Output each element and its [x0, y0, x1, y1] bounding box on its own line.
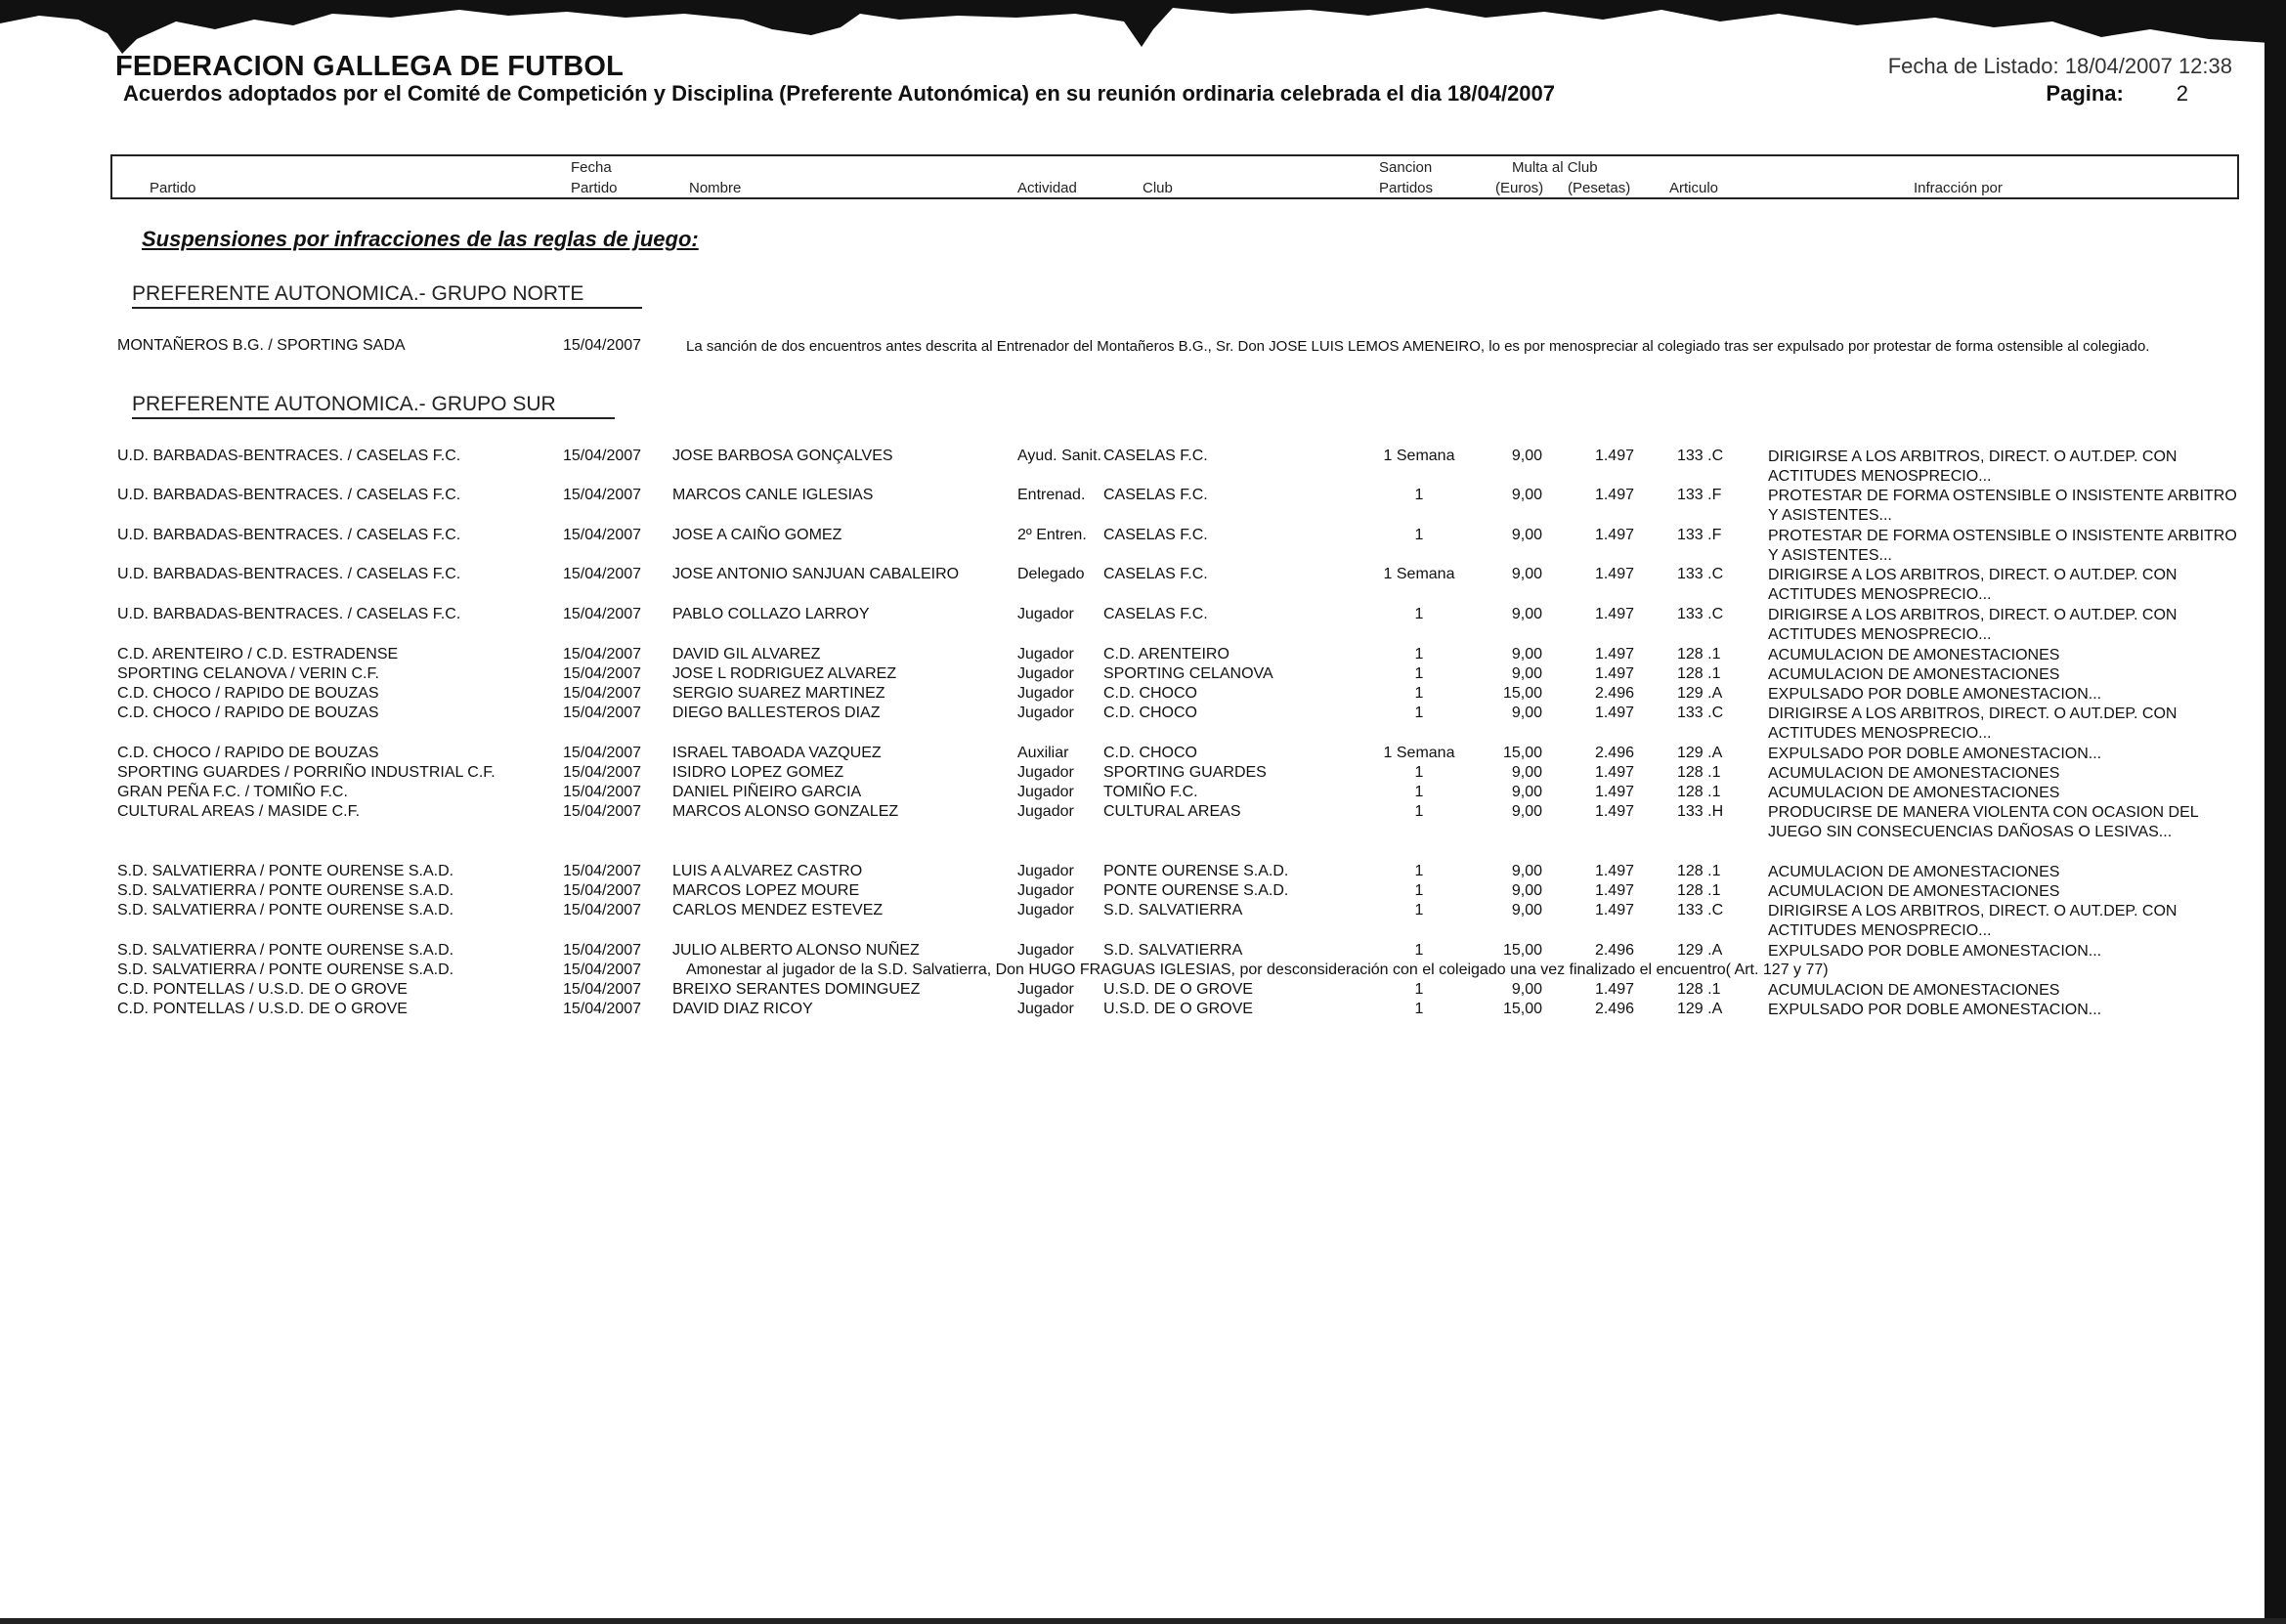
- fecha-cell: 15/04/2007: [563, 942, 642, 959]
- infraccion-cell: ACUMULACION DE AMONESTACIONES: [1768, 982, 2060, 999]
- table-row: [0, 527, 2286, 566]
- partido-cell: SPORTING GUARDES / PORRIÑO INDUSTRIAL C.F.: [117, 764, 496, 781]
- club-cell: CASELAS F.C.: [1103, 527, 1208, 543]
- nombre-cell: JOSE L RODRIGUEZ ALVAREZ: [672, 665, 897, 682]
- partido-cell: GRAN PEÑA F.C. / TOMIÑO F.C.: [117, 784, 348, 800]
- articulo-cell: 133 .C: [1677, 606, 1724, 622]
- partido-cell: S.D. SALVATIERRA / PONTE OURENSE S.A.D.: [117, 902, 454, 919]
- fecha-cell: 15/04/2007: [563, 803, 642, 820]
- club-cell: S.D. SALVATIERRA: [1103, 902, 1243, 919]
- nombre-cell: MARCOS ALONSO GONZALEZ: [672, 803, 899, 820]
- actividad-cell: Ayud. Sanit.: [1017, 448, 1101, 464]
- multa-euros-cell: 9,00: [1511, 566, 1542, 582]
- multa-euros-cell: 9,00: [1511, 646, 1542, 662]
- col-partido: Partido: [150, 180, 196, 196]
- fecha-cell: 15/04/2007: [563, 863, 642, 879]
- articulo-cell: 128 .1: [1677, 646, 1721, 662]
- norte-note-text: La sanción de dos encuentros antes descrita al Entrenador del Montañeros B.G., Sr. Don JOSE LUIS LEMOS AMENEIRO, lo es por menospreciar al colegiado tras ser expulsado por protestar de forma ostensible al colegiado.: [686, 338, 2150, 355]
- multa-euros-cell: 9,00: [1511, 803, 1542, 820]
- page-number: 2: [2176, 81, 2188, 106]
- actividad-cell: Auxiliar: [1017, 745, 1069, 761]
- multa-euros-cell: 9,00: [1511, 665, 1542, 682]
- partido-cell: C.D. PONTELLAS / U.S.D. DE O GROVE: [117, 981, 408, 998]
- infraccion-cell: PROTESTAR DE FORMA OSTENSIBLE O INSISTENTE ARBITRO Y ASISTENTES...: [1768, 488, 2237, 524]
- club-cell: SPORTING GUARDES: [1103, 764, 1267, 781]
- actividad-cell: Jugador: [1017, 803, 1074, 820]
- club-cell: PONTE OURENSE S.A.D.: [1103, 863, 1289, 879]
- articulo-cell: 133 .H: [1677, 803, 1724, 820]
- multa-euros-cell: 9,00: [1511, 448, 1542, 464]
- sancion-cell: 1: [1414, 803, 1424, 820]
- articulo-cell: 128 .1: [1677, 882, 1721, 899]
- page-label: Pagina:: [2046, 81, 2124, 106]
- sancion-cell: 1: [1414, 784, 1424, 800]
- sancion-cell: 1: [1414, 863, 1424, 879]
- nombre-cell: DANIEL PIÑEIRO GARCIA: [672, 784, 862, 800]
- infraccion-cell: EXPULSADO POR DOBLE AMONESTACION...: [1768, 746, 2102, 762]
- infraccion-cell: ACUMULACION DE AMONESTACIONES: [1768, 765, 2060, 782]
- club-cell: C.D. CHOCO: [1103, 745, 1197, 761]
- articulo-cell: 129 .A: [1677, 745, 1723, 761]
- infraccion-cell: ACUMULACION DE AMONESTACIONES: [1768, 785, 2060, 801]
- table-row: [0, 487, 2286, 526]
- fecha-cell: 15/04/2007: [563, 981, 642, 998]
- partido-cell: C.D. CHOCO / RAPIDO DE BOUZAS: [117, 705, 379, 721]
- col-multa: Multa al Club: [1512, 159, 1598, 176]
- multa-pesetas-cell: 1.497: [1594, 705, 1634, 721]
- multa-pesetas-cell: 1.497: [1594, 981, 1634, 998]
- club-cell: U.S.D. DE O GROVE: [1103, 1001, 1253, 1017]
- nombre-cell: MARCOS CANLE IGLESIAS: [672, 487, 874, 503]
- multa-pesetas-cell: 1.497: [1594, 863, 1634, 879]
- multa-pesetas-cell: 1.497: [1594, 764, 1634, 781]
- articulo-cell: 128 .1: [1677, 665, 1721, 682]
- table-row: [0, 606, 2286, 645]
- sancion-cell: 1: [1414, 527, 1424, 543]
- actividad-cell: Jugador: [1017, 705, 1074, 721]
- norte-note-row: [0, 337, 2286, 376]
- multa-euros-cell: 9,00: [1511, 705, 1542, 721]
- nombre-cell: ISIDRO LOPEZ GOMEZ: [672, 764, 844, 781]
- club-cell: CASELAS F.C.: [1103, 606, 1208, 622]
- infraccion-cell: EXPULSADO POR DOBLE AMONESTACION...: [1768, 943, 2102, 960]
- scan-edge-bottom: [0, 1618, 2286, 1624]
- fecha-cell: 15/04/2007: [563, 882, 642, 899]
- articulo-cell: 129 .A: [1677, 685, 1723, 702]
- multa-euros-cell: 9,00: [1511, 863, 1542, 879]
- multa-pesetas-cell: 2.496: [1594, 942, 1634, 959]
- club-cell: TOMIÑO F.C.: [1103, 784, 1198, 800]
- sancion-cell: 1: [1414, 606, 1424, 622]
- table-row: [0, 902, 2286, 941]
- group-title-norte: PREFERENTE AUTONOMICA.- GRUPO NORTE: [132, 282, 642, 309]
- club-cell: CASELAS F.C.: [1103, 566, 1208, 582]
- actividad-cell: Jugador: [1017, 784, 1074, 800]
- nombre-cell: MARCOS LOPEZ MOURE: [672, 882, 860, 899]
- partido-cell: S.D. SALVATIERRA / PONTE OURENSE S.A.D.: [117, 942, 454, 959]
- club-cell: C.D. CHOCO: [1103, 685, 1197, 702]
- partido-cell: C.D. PONTELLAS / U.S.D. DE O GROVE: [117, 1001, 408, 1017]
- infraccion-cell: ACUMULACION DE AMONESTACIONES: [1768, 883, 2060, 900]
- actividad-cell: Jugador: [1017, 902, 1074, 919]
- actividad-cell: Jugador: [1017, 981, 1074, 998]
- multa-euros-cell: 9,00: [1511, 487, 1542, 503]
- actividad-cell: Jugador: [1017, 665, 1074, 682]
- partido-cell: C.D. CHOCO / RAPIDO DE BOUZAS: [117, 685, 379, 702]
- club-cell: C.D. ARENTEIRO: [1103, 646, 1229, 662]
- partido-cell: MONTAÑEROS B.G. / SPORTING SADA: [117, 337, 406, 354]
- col-euros: (Euros): [1495, 180, 1544, 196]
- multa-pesetas-cell: 1.497: [1594, 784, 1634, 800]
- multa-pesetas-cell: 1.497: [1594, 665, 1634, 682]
- partido-cell: S.D. SALVATIERRA / PONTE OURENSE S.A.D.: [117, 863, 454, 879]
- actividad-cell: Jugador: [1017, 863, 1074, 879]
- multa-euros-cell: 9,00: [1511, 764, 1542, 781]
- sancion-cell: 1: [1414, 646, 1424, 662]
- actividad-cell: Jugador: [1017, 606, 1074, 622]
- infraccion-cell: PRODUCIRSE DE MANERA VIOLENTA CON OCASION DEL JUEGO SIN CONSECUENCIAS DAÑOSAS O LESIVAS...: [1768, 804, 2199, 840]
- col-fecha-partido: Partido: [571, 180, 618, 196]
- fecha-cell: 15/04/2007: [563, 527, 642, 543]
- multa-pesetas-cell: 1.497: [1594, 487, 1634, 503]
- club-cell: CASELAS F.C.: [1103, 448, 1208, 464]
- multa-pesetas-cell: 1.497: [1594, 902, 1634, 919]
- col-actividad: Actividad: [1017, 180, 1077, 196]
- fecha-cell: 15/04/2007: [563, 566, 642, 582]
- articulo-cell: 133 .C: [1677, 705, 1724, 721]
- articulo-cell: 133 .F: [1677, 487, 1722, 503]
- fecha-cell: 15/04/2007: [563, 337, 642, 354]
- col-nombre: Nombre: [689, 180, 742, 196]
- table-row: [0, 705, 2286, 744]
- sancion-cell: 1: [1414, 487, 1424, 503]
- multa-euros-cell: 9,00: [1511, 606, 1542, 622]
- nombre-cell: BREIXO SERANTES DOMINGUEZ: [672, 981, 921, 998]
- infraccion-cell: ACUMULACION DE AMONESTACIONES: [1768, 864, 2060, 880]
- partido-cell: CULTURAL AREAS / MASIDE C.F.: [117, 803, 361, 820]
- sancion-cell: 1: [1414, 705, 1424, 721]
- document-title: FEDERACION GALLEGA DE FUTBOL: [115, 51, 625, 82]
- table-row: [0, 803, 2286, 842]
- sancion-cell: 1: [1414, 942, 1424, 959]
- fecha-cell: 15/04/2007: [563, 448, 642, 464]
- column-header-box: [110, 154, 2239, 199]
- sancion-cell: 1: [1414, 981, 1424, 998]
- infraccion-cell: PROTESTAR DE FORMA OSTENSIBLE O INSISTENTE ARBITRO Y ASISTENTES...: [1768, 528, 2237, 564]
- col-club: Club: [1143, 180, 1173, 196]
- sancion-cell: 1: [1414, 882, 1424, 899]
- articulo-cell: 133 .F: [1677, 527, 1722, 543]
- fecha-cell: 15/04/2007: [563, 764, 642, 781]
- fecha-cell: 15/04/2007: [563, 606, 642, 622]
- document-subtitle: Acuerdos adoptados por el Comité de Competición y Disciplina (Preferente Autonómica) en su reunión ordinaria celebrada el dia 18/04/2007: [123, 81, 1556, 106]
- infraccion-cell: DIRIGIRSE A LOS ARBITROS, DIRECT. O AUT.DEP. CON ACTITUDES MENOSPRECIO...: [1768, 607, 2178, 643]
- actividad-cell: 2º Entren.: [1017, 527, 1087, 543]
- multa-pesetas-cell: 2.496: [1594, 1001, 1634, 1017]
- note-cell: Amonestar al jugador de la S.D. Salvatierra, Don HUGO FRAGUAS IGLESIAS, por desconsideración con el coleigado una vez finalizado el encuentro( Art. 127 y 77): [686, 962, 1829, 978]
- infraccion-cell: DIRIGIRSE A LOS ARBITROS, DIRECT. O AUT.DEP. CON ACTITUDES MENOSPRECIO...: [1768, 449, 2178, 485]
- listing-date: Fecha de Listado: 18/04/2007 12:38: [1887, 54, 2232, 78]
- sancion-cell: 1 Semana: [1383, 448, 1455, 464]
- sancion-cell: 1: [1414, 685, 1424, 702]
- nombre-cell: LUIS A ALVAREZ CASTRO: [672, 863, 863, 879]
- nombre-cell: DIEGO BALLESTEROS DIAZ: [672, 705, 881, 721]
- multa-pesetas-cell: 1.497: [1594, 527, 1634, 543]
- multa-euros-cell: 9,00: [1511, 902, 1542, 919]
- multa-euros-cell: 9,00: [1511, 784, 1542, 800]
- nombre-cell: JOSE BARBOSA GONÇALVES: [672, 448, 893, 464]
- articulo-cell: 129 .A: [1677, 942, 1723, 959]
- table-row: [0, 1001, 2286, 1040]
- partido-cell: U.D. BARBADAS-BENTRACES. / CASELAS F.C.: [117, 448, 461, 464]
- section-title: Suspensiones por infracciones de las reglas de juego:: [142, 227, 699, 251]
- articulo-cell: 129 .A: [1677, 1001, 1723, 1017]
- articulo-cell: 133 .C: [1677, 566, 1724, 582]
- infraccion-cell: DIRIGIRSE A LOS ARBITROS, DIRECT. O AUT.DEP. CON ACTITUDES MENOSPRECIO...: [1768, 705, 2178, 742]
- actividad-cell: Entrenad.: [1017, 487, 1086, 503]
- fecha-cell: 15/04/2007: [563, 665, 642, 682]
- multa-pesetas-cell: 2.496: [1594, 685, 1634, 702]
- col-pesetas: (Pesetas): [1568, 180, 1631, 196]
- fecha-cell: 15/04/2007: [563, 1001, 642, 1017]
- multa-euros-cell: 15,00: [1502, 745, 1542, 761]
- fecha-cell: 15/04/2007: [563, 962, 642, 978]
- sancion-cell: 1 Semana: [1383, 745, 1455, 761]
- multa-euros-cell: 15,00: [1502, 942, 1542, 959]
- articulo-cell: 133 .C: [1677, 448, 1724, 464]
- club-cell: PONTE OURENSE S.A.D.: [1103, 882, 1289, 899]
- multa-euros-cell: 9,00: [1511, 981, 1542, 998]
- col-sancion-partidos: Partidos: [1379, 180, 1434, 196]
- infraccion-cell: EXPULSADO POR DOBLE AMONESTACION...: [1768, 1002, 2102, 1018]
- partido-cell: SPORTING CELANOVA / VERIN C.F.: [117, 665, 379, 682]
- col-infraccion: Infracción por: [1914, 180, 2003, 196]
- multa-pesetas-cell: 2.496: [1594, 745, 1634, 761]
- articulo-cell: 133 .C: [1677, 902, 1724, 919]
- nombre-cell: PABLO COLLAZO LARROY: [672, 606, 870, 622]
- partido-cell: C.D. CHOCO / RAPIDO DE BOUZAS: [117, 745, 379, 761]
- multa-pesetas-cell: 1.497: [1594, 606, 1634, 622]
- group-title-sur: PREFERENTE AUTONOMICA.- GRUPO SUR: [132, 393, 615, 419]
- fecha-cell: 15/04/2007: [563, 705, 642, 721]
- nombre-cell: CARLOS MENDEZ ESTEVEZ: [672, 902, 884, 919]
- partido-cell: S.D. SALVATIERRA / PONTE OURENSE S.A.D.: [117, 882, 454, 899]
- multa-pesetas-cell: 1.497: [1594, 882, 1634, 899]
- multa-euros-cell: 9,00: [1511, 882, 1542, 899]
- actividad-cell: Jugador: [1017, 1001, 1074, 1017]
- infraccion-cell: ACUMULACION DE AMONESTACIONES: [1768, 647, 2060, 663]
- actividad-cell: Jugador: [1017, 685, 1074, 702]
- articulo-cell: 128 .1: [1677, 764, 1721, 781]
- nombre-cell: ISRAEL TABOADA VAZQUEZ: [672, 745, 882, 761]
- partido-cell: C.D. ARENTEIRO / C.D. ESTRADENSE: [117, 646, 399, 662]
- actividad-cell: Jugador: [1017, 646, 1074, 662]
- articulo-cell: 128 .1: [1677, 981, 1721, 998]
- infraccion-cell: ACUMULACION DE AMONESTACIONES: [1768, 666, 2060, 683]
- sancion-cell: 1: [1414, 902, 1424, 919]
- fecha-cell: 15/04/2007: [563, 745, 642, 761]
- sancion-cell: 1: [1414, 1001, 1424, 1017]
- fecha-cell: 15/04/2007: [563, 685, 642, 702]
- multa-pesetas-cell: 1.497: [1594, 646, 1634, 662]
- infraccion-cell: DIRIGIRSE A LOS ARBITROS, DIRECT. O AUT.DEP. CON ACTITUDES MENOSPRECIO...: [1768, 567, 2178, 603]
- nombre-cell: JOSE ANTONIO SANJUAN CABALEIRO: [672, 566, 960, 582]
- actividad-cell: Delegado: [1017, 566, 1085, 582]
- fecha-cell: 15/04/2007: [563, 902, 642, 919]
- nombre-cell: DAVID GIL ALVAREZ: [672, 646, 821, 662]
- multa-pesetas-cell: 1.497: [1594, 566, 1634, 582]
- actividad-cell: Jugador: [1017, 942, 1074, 959]
- fecha-cell: 15/04/2007: [563, 487, 642, 503]
- club-cell: C.D. CHOCO: [1103, 705, 1197, 721]
- sancion-cell: 1 Semana: [1383, 566, 1455, 582]
- multa-euros-cell: 9,00: [1511, 527, 1542, 543]
- actividad-cell: Jugador: [1017, 764, 1074, 781]
- articulo-cell: 128 .1: [1677, 784, 1721, 800]
- col-sancion: Sancion: [1379, 159, 1433, 176]
- sancion-cell: 1: [1414, 764, 1424, 781]
- col-articulo: Articulo: [1669, 180, 1719, 196]
- club-cell: CASELAS F.C.: [1103, 487, 1208, 503]
- partido-cell: S.D. SALVATIERRA / PONTE OURENSE S.A.D.: [117, 962, 454, 978]
- table-row: [0, 566, 2286, 605]
- col-fecha: Fecha: [571, 159, 612, 176]
- club-cell: U.S.D. DE O GROVE: [1103, 981, 1253, 998]
- scan-torn-edge-top: [0, 0, 2286, 59]
- partido-cell: U.D. BARBADAS-BENTRACES. / CASELAS F.C.: [117, 527, 461, 543]
- page-indicator: [2046, 81, 2188, 107]
- nombre-cell: DAVID DIAZ RICOY: [672, 1001, 813, 1017]
- multa-euros-cell: 15,00: [1502, 1001, 1542, 1017]
- infraccion-cell: EXPULSADO POR DOBLE AMONESTACION...: [1768, 686, 2102, 703]
- multa-pesetas-cell: 1.497: [1594, 803, 1634, 820]
- articulo-cell: 128 .1: [1677, 863, 1721, 879]
- multa-pesetas-cell: 1.497: [1594, 448, 1634, 464]
- table-row: [0, 448, 2286, 487]
- partido-cell: U.D. BARBADAS-BENTRACES. / CASELAS F.C.: [117, 566, 461, 582]
- club-cell: SPORTING CELANOVA: [1103, 665, 1273, 682]
- club-cell: S.D. SALVATIERRA: [1103, 942, 1243, 959]
- partido-cell: U.D. BARBADAS-BENTRACES. / CASELAS F.C.: [117, 487, 461, 503]
- infraccion-cell: DIRIGIRSE A LOS ARBITROS, DIRECT. O AUT.DEP. CON ACTITUDES MENOSPRECIO...: [1768, 903, 2178, 939]
- fecha-cell: 15/04/2007: [563, 784, 642, 800]
- multa-euros-cell: 15,00: [1502, 685, 1542, 702]
- sancion-cell: 1: [1414, 665, 1424, 682]
- nombre-cell: JOSE A CAIÑO GOMEZ: [672, 527, 842, 543]
- nombre-cell: SERGIO SUAREZ MARTINEZ: [672, 685, 885, 702]
- actividad-cell: Jugador: [1017, 882, 1074, 899]
- partido-cell: U.D. BARBADAS-BENTRACES. / CASELAS F.C.: [117, 606, 461, 622]
- club-cell: CULTURAL AREAS: [1103, 803, 1241, 820]
- nombre-cell: JULIO ALBERTO ALONSO NUÑEZ: [672, 942, 920, 959]
- fecha-cell: 15/04/2007: [563, 646, 642, 662]
